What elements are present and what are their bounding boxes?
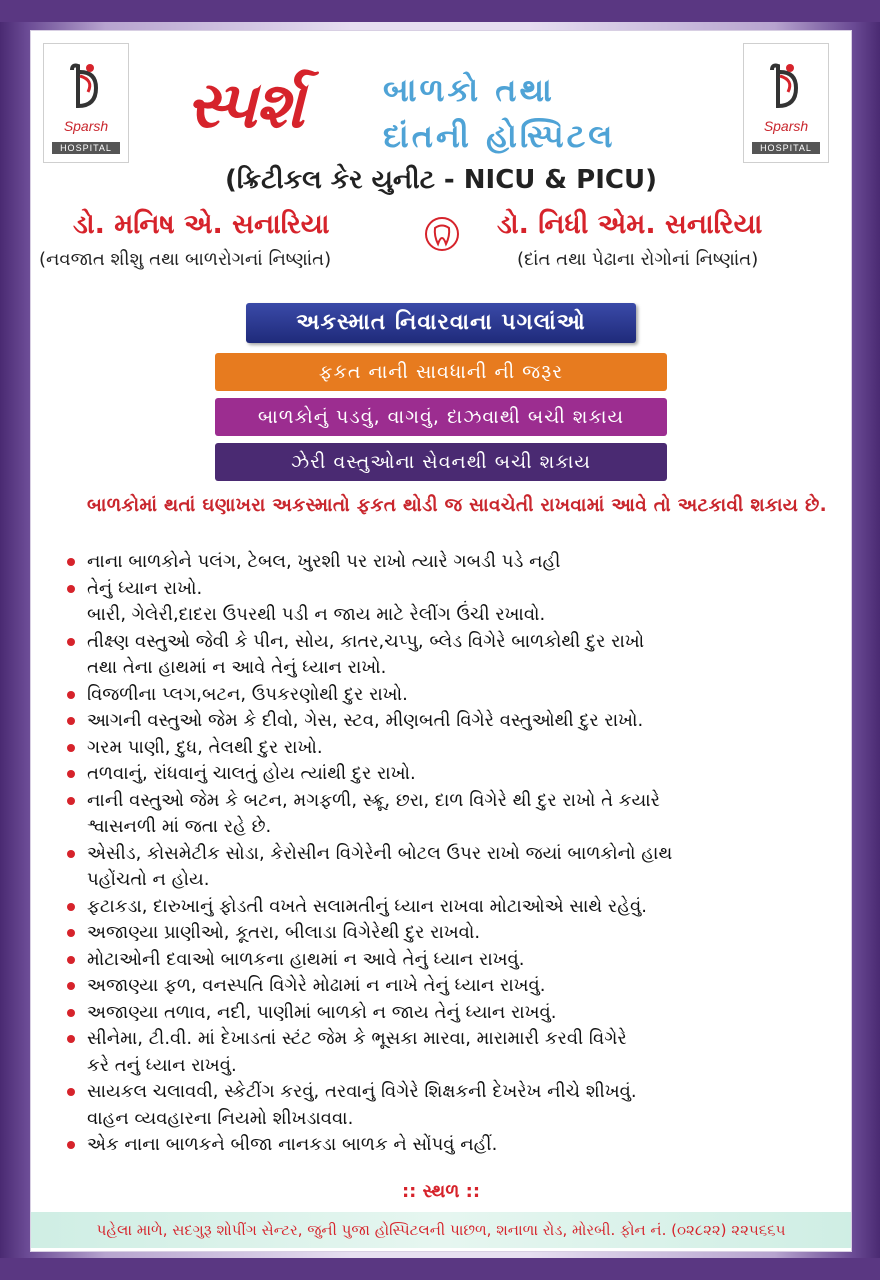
- tip-line: નાના બાળકોને પલંગ, ટેબલ, ખુરશી પર રાખો ત્યારે ગબડી પડે નહી: [87, 551, 561, 572]
- bullet-dot-icon: [67, 1009, 75, 1017]
- bullet-dot-icon: [67, 1035, 75, 1043]
- tooth-icon: [424, 216, 460, 252]
- tip-line: ગરમ પાણી, દુધ, તેલથી દુર રાખો.: [87, 736, 323, 758]
- tip-item: [65, 947, 825, 974]
- bullet-dot-icon: [67, 638, 75, 646]
- brand-tagline-1: બાળકો તથા: [383, 71, 555, 109]
- tip-line: પહોંચતો ન હોય.: [87, 869, 210, 890]
- tip-item: [65, 973, 825, 1000]
- bullet-dot-icon: [67, 956, 75, 964]
- tip-line: તીક્ષ્ણ વસ્તુઓ જેવી કે પીન, સોય, કાતર,ચપ્પુ, બ્લેડ વિગેરે બાળકોથી દુર રાખો: [87, 630, 645, 652]
- logo-right: [743, 43, 829, 163]
- poster-panel: [30, 30, 852, 1252]
- accident-prevention-title: અકસ્માત નિવારવાના પગલાંઓ: [246, 303, 636, 343]
- bullet-dot-icon: [67, 717, 75, 725]
- tip-line: મોટાઓની દવાઓ બાળકના હાથમાં ન આવે તેનું ધ્યાન રાખવું.: [87, 948, 525, 970]
- bullet-dot-icon: [67, 585, 75, 593]
- logo-left: [43, 43, 129, 163]
- tip-line: સીનેમા, ટી.વી. માં દેખાડતાં સ્ટંટ જેમ કે ભૂસકા મારવા, મારામારી કરવી વિગેરે: [87, 1028, 627, 1049]
- tip-line: આગની વસ્તુઓ જેમ કે દીવો, ગેસ, સ્ટવ, મીણબતી વિગેરે વસ્તુઓથી દુર રાખો.: [87, 710, 644, 731]
- bullet-dot-icon: [67, 903, 75, 911]
- tip-line: શ્વાસનળી માં જતા રહે છે.: [87, 816, 272, 837]
- tip-line: બારી, ગેલેરી,દાદરા ઉપરથી પડી ન જાય માટે રેલીંગ ઉંચી રખાવો.: [87, 604, 546, 625]
- tip-line: નાની વસ્તુઓ જેમ કે બટન, મગફળી, સ્ક્રૂ, છરા, દાળ વિગેરે થી દુર રાખો તે કયારે: [87, 789, 660, 811]
- tips-list: [65, 549, 825, 1159]
- logo-brand-text: Sparsh: [763, 118, 809, 134]
- tip-item: [65, 788, 825, 841]
- intro-text: બાળકોમાં થતાં ઘણાખરા અકસ્માતો ફકત થોડી જ સાવચેતી રાખવામાં આવે તો અટકાવી શકાય છે.: [87, 495, 827, 516]
- tip-line: અજાણ્યા પ્રાણીઓ, કૂતરા, બીલાડા વિગેરેથી દુર રાખવો.: [87, 922, 481, 943]
- tip-item: [65, 1026, 825, 1079]
- brand-name: સ્પર્શ: [186, 69, 303, 143]
- caution-bar-magenta: બાળકોનું પડવું, વાગવું, દાઝવાથી બચી શકાય: [215, 398, 667, 436]
- tip-item: [65, 920, 825, 947]
- bullet-dot-icon: [67, 691, 75, 699]
- bullet-dot-icon: [67, 850, 75, 858]
- logo-sub-text: HOSPITAL: [52, 142, 120, 154]
- address-bar: પહેલા માળે, સદગુરૂ શોપીંગ સેન્ટર, જુની પુજા હોસ્પિટલની પાછળ, શનાળા રોડ, મોરબી. ફોન નં. (૦૨૮૨૨) ૨૨૫૬૬૫: [31, 1212, 851, 1248]
- tip-line: વાહન વ્યવહારના નિયમો શીખડાવવા.: [87, 1107, 354, 1129]
- bullet-dot-icon: [67, 797, 75, 805]
- doctor-right-name: ડો. નિધી એમ. સનારિયા: [497, 209, 763, 240]
- tip-line: તથા તેના હાથમાં ન આવે તેનું ધ્યાન રાખો.: [87, 657, 387, 678]
- tip-line: કરે તનું ધ્યાન રાખવું.: [87, 1054, 237, 1076]
- tip-item: [65, 1000, 825, 1027]
- tip-item: [65, 894, 825, 921]
- doctor-left-name: ડો. મનિષ એ. સનારિયા: [73, 209, 330, 240]
- caution-bar-orange: ફકત નાની સાવધાની ની જરૂર: [215, 353, 667, 391]
- tip-line: અજાણ્યા તળાવ, નદી, પાણીમાં બાળકો ન જાય તેનું ધ્યાન રાખવું.: [87, 1001, 557, 1023]
- bullet-dot-icon: [67, 929, 75, 937]
- tip-line: તેનું ધ્યાન રાખો.: [87, 577, 203, 599]
- tip-line: સાયકલ ચલાવવી, સ્કેટીંગ કરવું, તરવાનું વિગેરે શિક્ષકની દેખરેખ નીચે શીખવું.: [87, 1081, 637, 1102]
- tip-line: એક નાના બાળકને બીજા નાનકડા બાળક ને સોંપવું નહીં.: [87, 1134, 498, 1155]
- tip-item: [65, 682, 825, 709]
- tip-item: [65, 1079, 825, 1132]
- tip-item: [65, 549, 825, 576]
- top-band: [0, 0, 880, 22]
- tip-item: [65, 1132, 825, 1159]
- brand-tagline-2: દાંતની હોસ્પિટલ: [383, 117, 616, 155]
- bullet-dot-icon: [67, 982, 75, 990]
- tip-item: [65, 629, 825, 682]
- bullet-dot-icon: [67, 744, 75, 752]
- doctor-right-specialty: (દાંત તથા પેઢાના રોગોનાં નિષ્ણાંત): [517, 249, 759, 270]
- bullet-dot-icon: [67, 1141, 75, 1149]
- location-label: :: સ્થળ ::: [401, 1181, 481, 1202]
- tip-line: તળવાનું, રાંધવાનું ચાલતું હોય ત્યાંથી દુર રાખો.: [87, 763, 416, 784]
- logo-sub-text: HOSPITAL: [752, 142, 820, 154]
- caution-bar-purple: ઝેરી વસ્તુઓના સેવનથી બચી શકાય: [215, 443, 667, 481]
- tip-item: [65, 708, 825, 735]
- bullet-dot-icon: [67, 1088, 75, 1096]
- doctor-left-specialty: (નવજાત શીશુ તથા બાળરોગનાં નિષ્ણાંત): [39, 249, 332, 270]
- sparsh-logo-icon: [66, 62, 106, 116]
- tip-item: [65, 841, 825, 894]
- bullet-dot-icon: [67, 558, 75, 566]
- unit-subtitle: (ક્રિટીકલ કેર યુનીટ - NICU & PICU): [225, 165, 657, 195]
- tip-item: [65, 761, 825, 788]
- tip-line: વિજળીના પ્લગ,બટન, ઉપકરણોથી દુર રાખો.: [87, 683, 408, 705]
- tip-line: અજાણ્યા ફળ, વનસ્પતિ વિગેરે મોઢામાં ન નાખે તેનું ધ્યાન રાખવું.: [87, 975, 546, 996]
- tip-line: ફટાકડા, દારુખાનું ફોડતી વખતે સલામતીનું ધ્યાન રાખવા મોટાઓએ સાથે રહેવું.: [87, 895, 647, 917]
- tip-item: [65, 576, 825, 629]
- tip-line: એસીડ, કોસમેટીક સોડા, કેરોસીન વિગેરેની બોટલ ઉપર રાખો જયાં બાળકોનો હાથ: [87, 842, 673, 864]
- sparsh-logo-icon: [766, 62, 806, 116]
- bottom-band: [0, 1258, 880, 1280]
- tip-item: [65, 735, 825, 762]
- logo-brand-text: Sparsh: [63, 118, 109, 134]
- bullet-dot-icon: [67, 770, 75, 778]
